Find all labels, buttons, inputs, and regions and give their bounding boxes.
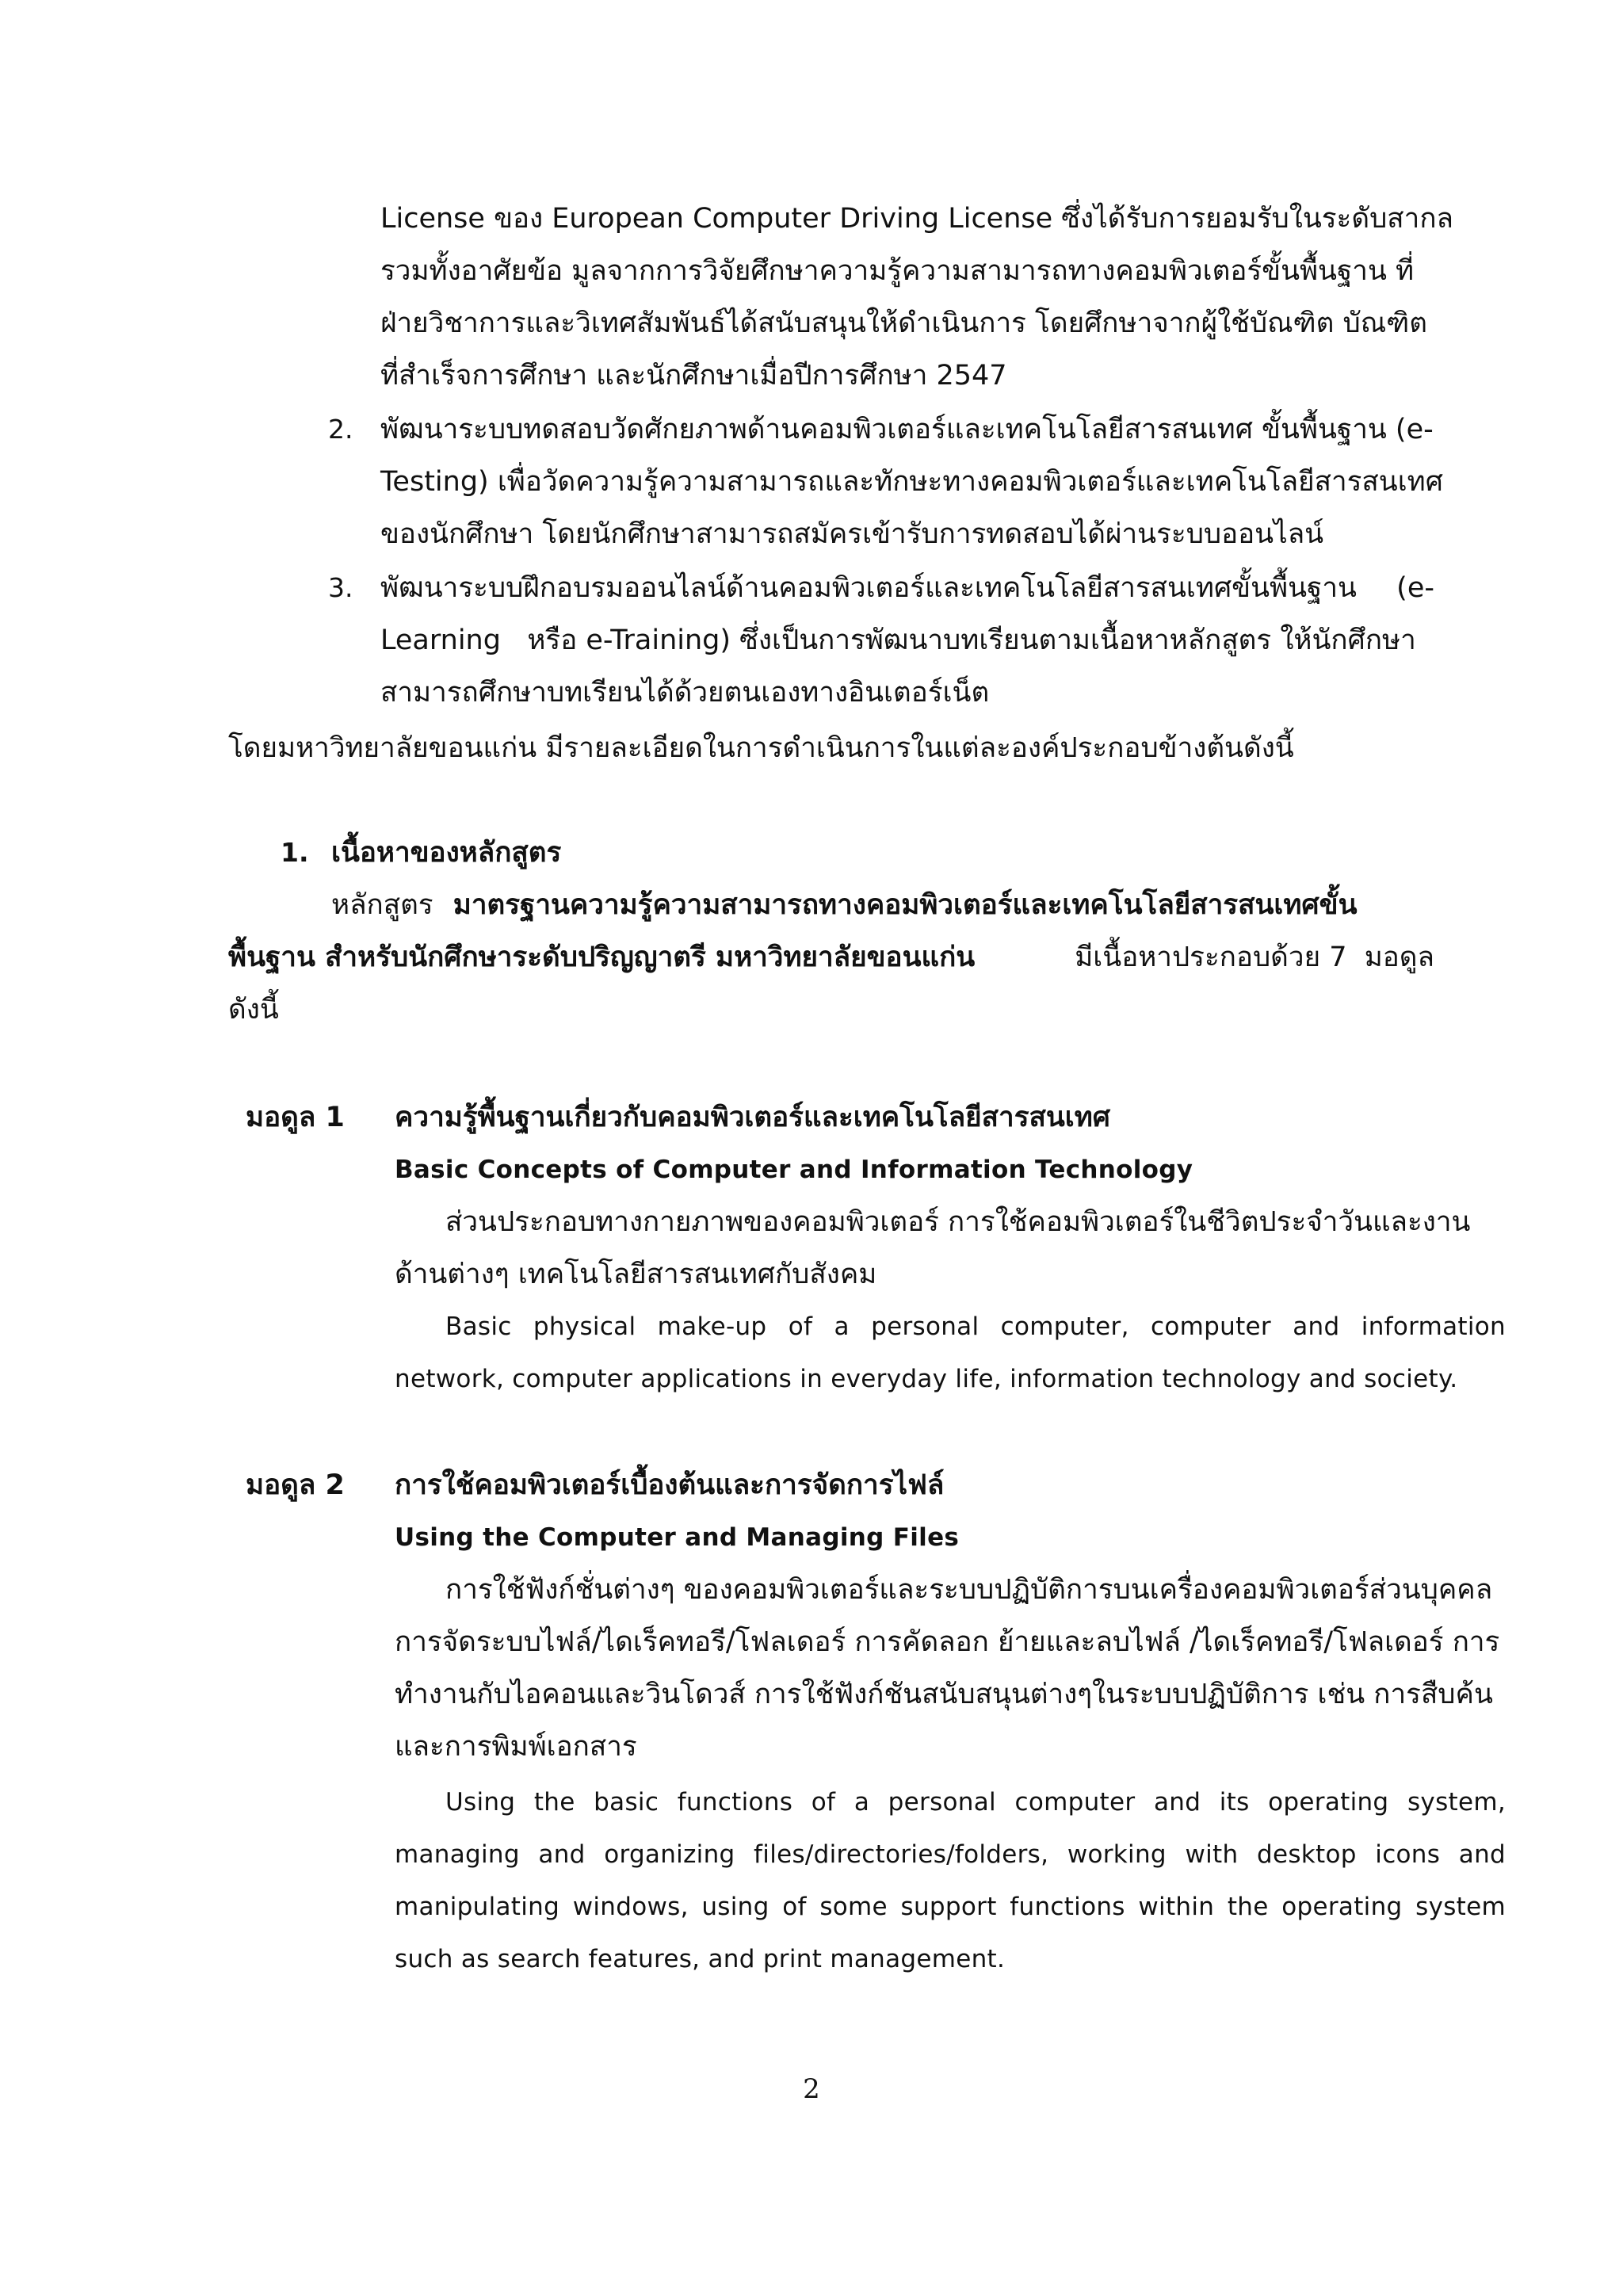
item1-continuation-line: ฝ่ายวิชาการและวิเทศสัมพันธ์ได้สนับสนุนให้ดำเนินการ โดยศึกษาจากผู้ใช้บัณฑิต บัณฑิต xyxy=(380,308,1427,339)
list-item-text: พัฒนาระบบฝึกอบรมออนไลน์ด้านคอมพิวเตอร์และเทคโนโลยีสารสนเทศขั้นพื้นฐาน xyxy=(380,572,1357,604)
module-description-thai: การจัดระบบไฟล์/ไดเร็คทอรี/โฟลเดอร์ การคัดลอก ย้ายและลบไฟล์ /ไดเร็คทอรี/โฟลเดอร์ การ xyxy=(395,1626,1500,1658)
module-title-thai: ความรู้พื้นฐานเกี่ยวกับคอมพิวเตอร์และเทคโนโลยีสารสนเทศ xyxy=(395,1102,1111,1133)
summary-paragraph: โดยมหาวิทยาลัยขอนแก่น มีรายละเอียดในการดำเนินการในแต่ละองค์ประกอบข้างต้นดังนี้ xyxy=(228,732,1294,764)
module-description-english: Basic physical make-up of a personal computer, computer and information xyxy=(445,1312,1506,1341)
item1-continuation-line: License ของ European Computer Driving License ซึ่งได้รับการยอมรับในระดับสากล xyxy=(380,203,1453,235)
section-paragraph-line: ดังนี้ xyxy=(228,994,279,1026)
section-title: เนื้อหาของหลักสูตร xyxy=(331,837,562,869)
module-description-english: managing and organizing files/directories/folders, working with desktop icons and xyxy=(395,1840,1506,1869)
module-description-thai: การใช้ฟังก์ชั่นต่างๆ ของคอมพิวเตอร์และระบบปฏิบัติการบนเครื่องคอมพิวเตอร์ส่วนบุคคล xyxy=(445,1574,1493,1606)
list-item-line: พัฒนาระบบทดสอบวัดศักยภาพด้านคอมพิวเตอร์และเทคโนโลยีสารสนเทศ ขั้นพื้นฐาน (e- xyxy=(380,414,1434,445)
list-item-text: (e- xyxy=(1396,572,1434,604)
page-number: 2 xyxy=(803,2073,820,2105)
list-item-line: Learning หรือ e-Training) ซึ่งเป็นการพัฒนาบทเรียนตามเนื้อหาหลักสูตร ให้นักศึกษา xyxy=(380,625,1416,656)
paragraph-lead: หลักสูตร xyxy=(331,889,433,921)
module-description-thai: ทำงานกับไอคอนและวินโดวส์ การใช้ฟังก์ชันสนับสนุนต่างๆในระบบปฏิบัติการ เช่น การสืบค้น xyxy=(395,1679,1493,1710)
list-item-line: สามารถศึกษาบทเรียนได้ด้วยตนเองทางอินเตอร์เน็ต xyxy=(380,677,990,709)
module-title-english: Using the Computer and Managing Files xyxy=(395,1523,960,1552)
section-number: 1. xyxy=(281,837,309,868)
item1-continuation-line: ที่สำเร็จการศึกษา และนักศึกษาเมื่อปีการศึกษา 2547 xyxy=(380,360,1007,392)
module-label: มอดูล 1 xyxy=(246,1102,345,1133)
module-description-english: network, computer applications in everyday life, information technology and society. xyxy=(395,1365,1458,1393)
module-title-english: Basic Concepts of Computer and Information Technology xyxy=(395,1156,1193,1184)
section-paragraph-line xyxy=(331,886,1358,924)
course-name-bold: มาตรฐานความรู้ความสามารถทางคอมพิวเตอร์และเทคโนโลยีสารสนเทศขั้น xyxy=(453,889,1358,921)
list-item-line: Testing) เพื่อวัดความรู้ความสามารถและทักษะทางคอมพิวเตอร์และเทคโนโลยีสารสนเทศ xyxy=(380,466,1443,498)
module-description-thai: และการพิมพ์เอกสาร xyxy=(395,1731,637,1763)
course-name-bold: พื้นฐาน สำหรับนักศึกษาระดับปริญญาตรี มหาวิทยาลัยขอนแก่น xyxy=(228,942,976,973)
module-label: มอดูล 2 xyxy=(246,1469,345,1501)
module-description-thai: ด้านต่างๆ เทคโนโลยีสารสนเทศกับสังคม xyxy=(395,1259,877,1290)
module-description-thai: ส่วนประกอบทางกายภาพของคอมพิวเตอร์ การใช้คอมพิวเตอร์ในชีวิตประจำวันและงาน xyxy=(445,1206,1471,1238)
item1-continuation-line: รวมทั้งอาศัยข้อ มูลจากการวิจัยศึกษาความรู้ความสามารถทางคอมพิวเตอร์ขั้นพื้นฐาน ที่ xyxy=(380,255,1415,287)
list-item-line xyxy=(380,569,1434,607)
list-item-number: 2. xyxy=(328,414,353,445)
module-description-english: Using the basic functions of a personal computer and its operating system, xyxy=(445,1788,1506,1817)
module-title-thai: การใช้คอมพิวเตอร์เบื้องต้นและการจัดการไฟล์ xyxy=(395,1469,945,1501)
list-item-number: 3. xyxy=(328,572,353,603)
section-paragraph-line xyxy=(228,938,1434,976)
list-item-line: ของนักศึกษา โดยนักศึกษาสามารถสมัครเข้ารับการทดสอบได้ผ่านระบบออนไลน์ xyxy=(380,518,1324,550)
module-description-english: such as search features, and print management. xyxy=(395,1945,1006,1973)
module-count-text: มีเนื้อหาประกอบด้วย 7 มอดูล xyxy=(1075,942,1434,973)
module-description-english: manipulating windows, using of some support functions within the operating system xyxy=(395,1893,1506,1921)
